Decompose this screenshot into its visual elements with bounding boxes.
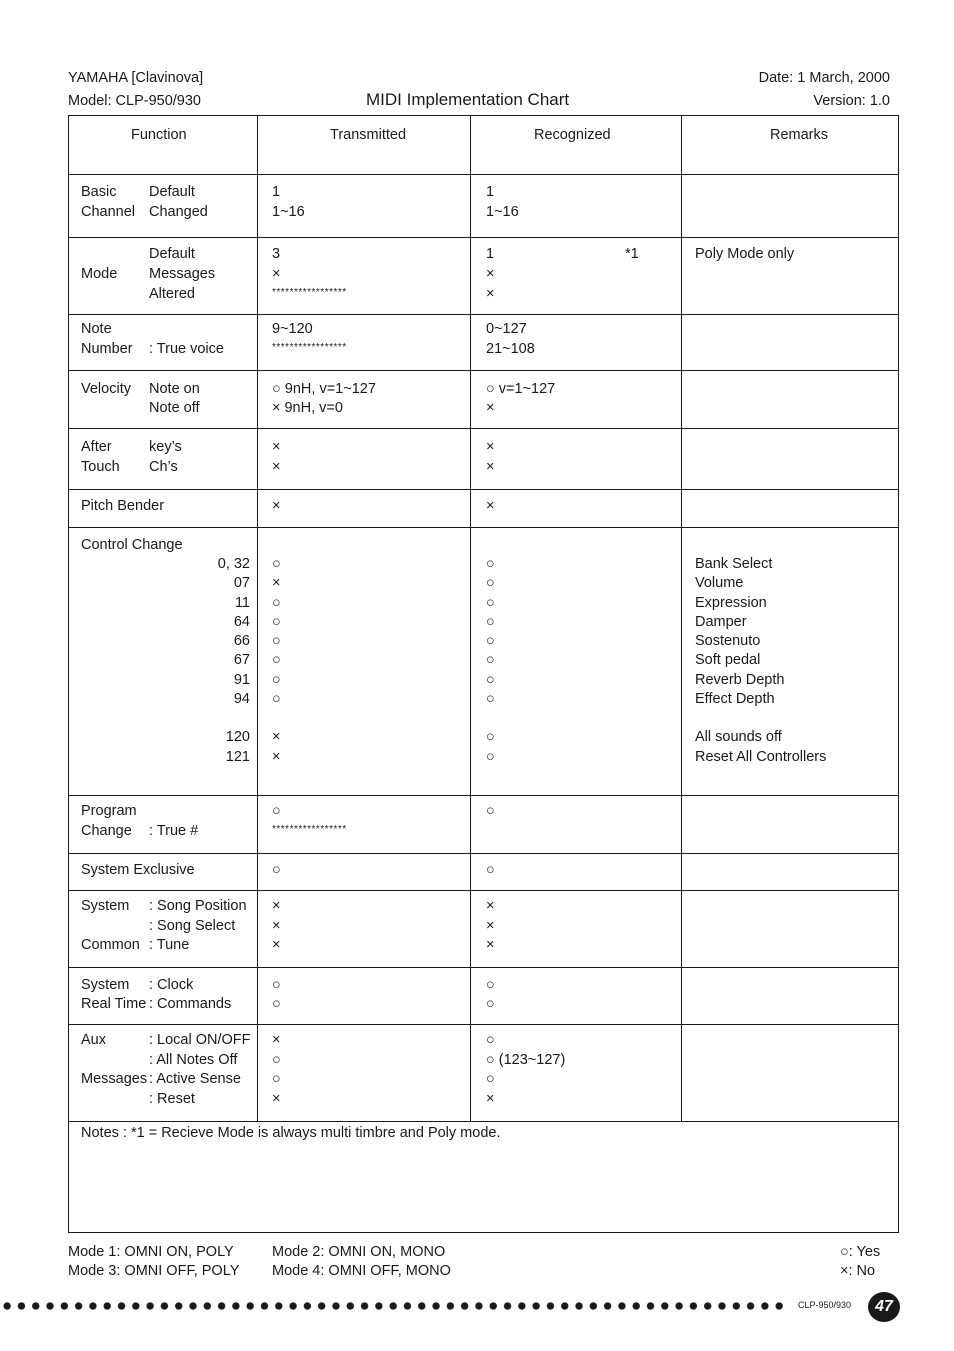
yes-mark: ○ bbox=[486, 614, 495, 630]
function-sublabel: : Song Select bbox=[149, 918, 236, 934]
date-label: Date: 1 March, 2000 bbox=[758, 70, 890, 86]
yes-mark: ○ bbox=[486, 1071, 495, 1087]
yes-mark: ○ bbox=[486, 749, 495, 765]
remark-text: Sostenuto bbox=[695, 633, 761, 649]
function-sublabel: : Tune bbox=[149, 937, 190, 953]
no-mark: × bbox=[272, 749, 281, 765]
page-number: 47 bbox=[868, 1292, 900, 1322]
col-divider-recognized bbox=[681, 116, 682, 1121]
transmitted-value: 1 bbox=[272, 184, 281, 200]
row-divider bbox=[69, 489, 898, 490]
function-label: After bbox=[81, 439, 112, 455]
yes-mark: ○ bbox=[486, 862, 495, 878]
yes-mark: ○ bbox=[272, 633, 281, 649]
function-sublabel: Changed bbox=[149, 204, 208, 220]
row-divider bbox=[69, 795, 898, 796]
yes-mark: ○ bbox=[272, 996, 281, 1012]
remark-text: Expression bbox=[695, 595, 767, 611]
yes-mark: ○ bbox=[486, 729, 495, 745]
stars-mark: ***************** bbox=[272, 824, 347, 835]
yes-mark: ○ bbox=[486, 595, 495, 611]
no-mark: × bbox=[486, 266, 495, 282]
function-sublabel: Note on bbox=[149, 381, 200, 397]
function-label: Aux bbox=[81, 1032, 106, 1048]
yes-mark: ○ bbox=[486, 556, 495, 572]
control-number: 66 bbox=[233, 633, 250, 649]
function-sublabel: : True # bbox=[149, 823, 199, 839]
legend-yes: ○: Yes bbox=[840, 1244, 881, 1260]
row-divider bbox=[69, 527, 898, 528]
function-sublabel: : Active Sense bbox=[149, 1071, 241, 1087]
function-sublabel: : All Notes Off bbox=[149, 1052, 238, 1068]
legend-mode3: Mode 3: OMNI OFF, POLY bbox=[68, 1263, 240, 1279]
function-label: Number bbox=[81, 341, 133, 357]
function-sublabel: Ch’s bbox=[149, 459, 178, 475]
transmitted-value: ○ 9nH, v=1~127 bbox=[272, 381, 376, 397]
transmitted-value: 1~16 bbox=[272, 204, 305, 220]
row-divider bbox=[69, 370, 898, 371]
yes-mark: ○ bbox=[272, 652, 281, 668]
no-mark: × bbox=[486, 439, 495, 455]
control-number: 11 bbox=[234, 595, 250, 611]
function-label: Change bbox=[81, 823, 132, 839]
no-mark: × bbox=[272, 1032, 281, 1048]
recognized-value: ○ (123~127) bbox=[486, 1052, 566, 1068]
no-mark: × bbox=[486, 898, 495, 914]
function-label: Note bbox=[81, 321, 112, 337]
function-label: Basic bbox=[81, 184, 117, 200]
function-label: Program bbox=[81, 803, 137, 819]
yes-mark: ○ bbox=[486, 1032, 495, 1048]
legend-mode1: Mode 1: OMNI ON, POLY bbox=[68, 1244, 234, 1260]
recognized-value: 0~127 bbox=[486, 321, 527, 337]
no-mark: × bbox=[486, 400, 495, 416]
yes-mark: ○ bbox=[272, 614, 281, 630]
yes-mark: ○ bbox=[486, 652, 495, 668]
header-recognized: Recognized bbox=[534, 127, 611, 143]
header-function: Function bbox=[131, 127, 187, 143]
recognized-value: 1 bbox=[486, 184, 495, 200]
control-number: 0, 32 bbox=[217, 556, 250, 572]
page-title: MIDI Implementation Chart bbox=[366, 90, 570, 109]
function-label: System bbox=[81, 977, 130, 993]
no-mark: × bbox=[272, 575, 281, 591]
header-remarks: Remarks bbox=[770, 127, 829, 143]
control-number: 91 bbox=[233, 672, 250, 688]
footnote-ref: *1 bbox=[625, 246, 639, 262]
model-label: Model: CLP-950/930 bbox=[68, 93, 201, 109]
remark-text: Poly Mode only bbox=[695, 246, 795, 262]
yes-mark: ○ bbox=[272, 672, 281, 688]
no-mark: × bbox=[486, 918, 495, 934]
yes-mark: ○ bbox=[272, 556, 281, 572]
no-mark: × bbox=[272, 937, 281, 953]
control-number: 120 bbox=[225, 729, 250, 745]
row-divider bbox=[69, 174, 898, 175]
row-divider bbox=[69, 853, 898, 854]
function-label: Common bbox=[81, 937, 140, 953]
function-label: System bbox=[81, 898, 130, 914]
function-sublabel: : Clock bbox=[149, 977, 194, 993]
yes-mark: ○ bbox=[272, 803, 281, 819]
col-divider-function bbox=[257, 116, 258, 1121]
notes-text: Notes : *1 = Recieve Mode is always multi timbre and Poly mode. bbox=[81, 1125, 501, 1141]
remark-text: Effect Depth bbox=[695, 691, 775, 707]
row-divider bbox=[69, 314, 898, 315]
yes-mark: ○ bbox=[272, 1052, 281, 1068]
yes-mark: ○ bbox=[486, 672, 495, 688]
recognized-value: 1 bbox=[486, 246, 495, 262]
recognized-value: 1~16 bbox=[486, 204, 519, 220]
yes-mark: ○ bbox=[486, 633, 495, 649]
function-label: Channel bbox=[81, 204, 136, 220]
yes-mark: ○ bbox=[272, 691, 281, 707]
function-label: Velocity bbox=[81, 381, 131, 397]
remark-text: Volume bbox=[695, 575, 744, 591]
recognized-value: ○ v=1~127 bbox=[486, 381, 556, 397]
remark-text: All sounds off bbox=[695, 729, 782, 745]
function-sublabel: key’s bbox=[149, 439, 182, 455]
control-number: 121 bbox=[225, 749, 250, 765]
no-mark: × bbox=[272, 266, 281, 282]
function-label: Control Change bbox=[81, 537, 183, 553]
yes-mark: ○ bbox=[486, 996, 495, 1012]
no-mark: × bbox=[486, 459, 495, 475]
row-divider bbox=[69, 428, 898, 429]
no-mark: × bbox=[272, 898, 281, 914]
transmitted-value: 3 bbox=[272, 246, 281, 262]
stars-mark: ***************** bbox=[272, 287, 347, 298]
row-divider bbox=[69, 1024, 898, 1025]
stars-mark: ***************** bbox=[272, 342, 347, 353]
no-mark: × bbox=[486, 937, 495, 953]
function-sublabel: Default bbox=[149, 184, 195, 200]
no-mark: × bbox=[486, 1091, 495, 1107]
control-number: 07 bbox=[233, 575, 250, 591]
function-label: Mode bbox=[81, 266, 118, 282]
function-sublabel: Note off bbox=[149, 400, 200, 416]
yes-mark: ○ bbox=[486, 575, 495, 591]
no-mark: × bbox=[486, 286, 495, 302]
no-mark: × bbox=[486, 498, 495, 514]
control-number: 94 bbox=[233, 691, 250, 707]
yes-mark: ○ bbox=[272, 977, 281, 993]
remark-text: Reset All Controllers bbox=[695, 749, 827, 765]
col-divider-transmitted bbox=[470, 116, 471, 1121]
function-sublabel: : Local ON/OFF bbox=[149, 1032, 251, 1048]
function-sublabel: Default bbox=[149, 246, 195, 262]
function-sublabel: Messages bbox=[149, 266, 216, 282]
row-divider bbox=[69, 967, 898, 968]
function-sublabel: : Song Position bbox=[149, 898, 247, 914]
legend-mode2: Mode 2: OMNI ON, MONO bbox=[272, 1244, 446, 1260]
legend-mode4: Mode 4: OMNI OFF, MONO bbox=[272, 1263, 451, 1279]
header-transmitted: Transmitted bbox=[330, 127, 407, 143]
no-mark: × bbox=[272, 498, 281, 514]
no-mark: × bbox=[272, 439, 281, 455]
yes-mark: ○ bbox=[486, 977, 495, 993]
function-sublabel: : True voice bbox=[149, 341, 224, 357]
function-sublabel: : Commands bbox=[149, 996, 232, 1012]
footer-model: CLP-950/930 bbox=[798, 1300, 852, 1310]
maker-label: YAMAHA [Clavinova] bbox=[68, 70, 204, 86]
function-label: System Exclusive bbox=[81, 862, 195, 878]
function-label: Touch bbox=[81, 459, 120, 475]
yes-mark: ○ bbox=[486, 691, 495, 707]
remark-text: Soft pedal bbox=[695, 652, 761, 668]
remark-text: Bank Select bbox=[695, 556, 773, 572]
function-label: Real Time bbox=[81, 996, 147, 1012]
row-divider bbox=[69, 1121, 898, 1122]
no-mark: × bbox=[272, 459, 281, 475]
function-label: Messages bbox=[81, 1071, 148, 1087]
control-number: 67 bbox=[233, 652, 250, 668]
function-label: Pitch Bender bbox=[81, 498, 165, 514]
yes-mark: ○ bbox=[272, 1071, 281, 1087]
function-sublabel: Altered bbox=[149, 286, 195, 302]
remark-text: Damper bbox=[695, 614, 747, 630]
transmitted-value: × 9nH, v=0 bbox=[272, 400, 343, 416]
yes-mark: ○ bbox=[272, 862, 281, 878]
remark-text: Reverb Depth bbox=[695, 672, 785, 688]
yes-mark: ○ bbox=[272, 595, 281, 611]
version-label: Version: 1.0 bbox=[813, 93, 890, 109]
no-mark: × bbox=[272, 729, 281, 745]
row-divider bbox=[69, 237, 898, 238]
footer-dot-rule bbox=[0, 1301, 786, 1311]
yes-mark: ○ bbox=[486, 803, 495, 819]
no-mark: × bbox=[272, 1091, 281, 1107]
transmitted-value: 9~120 bbox=[272, 321, 313, 337]
recognized-value: 21~108 bbox=[486, 341, 535, 357]
no-mark: × bbox=[272, 918, 281, 934]
function-sublabel: : Reset bbox=[149, 1091, 195, 1107]
row-divider bbox=[69, 890, 898, 891]
control-number: 64 bbox=[233, 614, 250, 630]
legend-no: ×: No bbox=[840, 1263, 876, 1279]
